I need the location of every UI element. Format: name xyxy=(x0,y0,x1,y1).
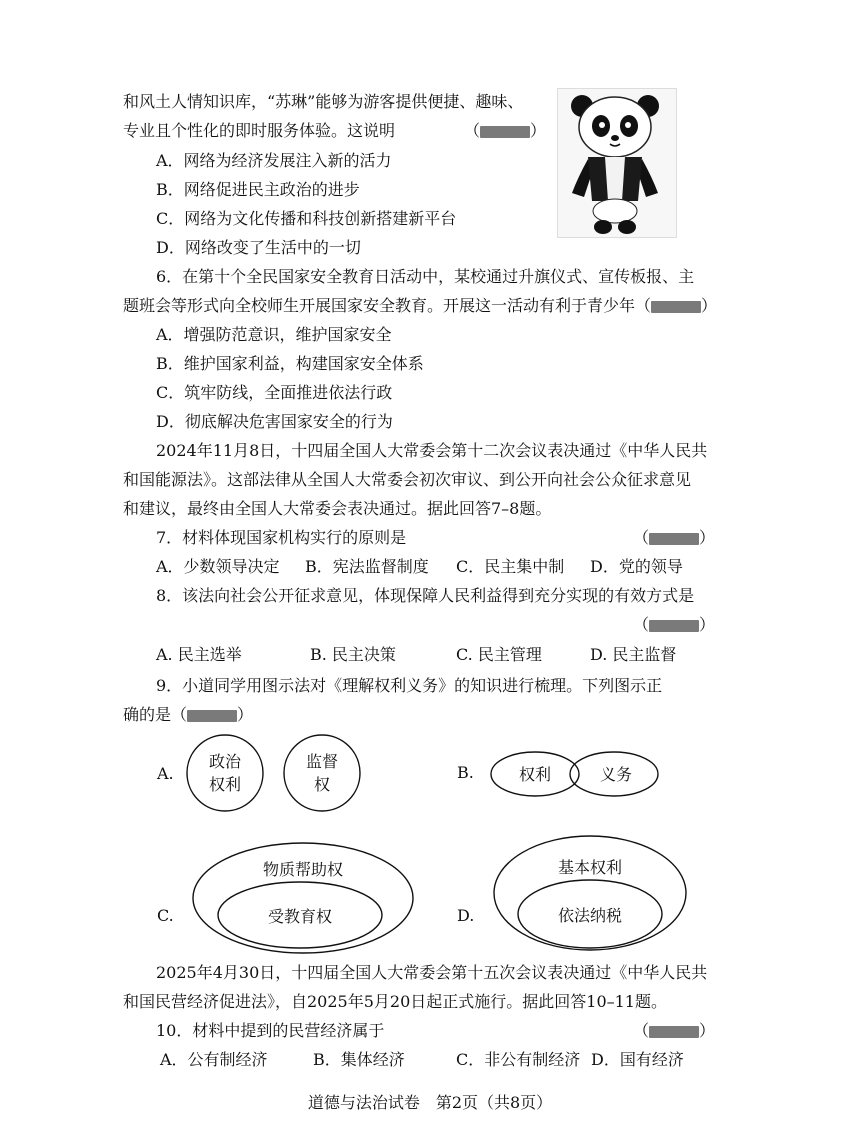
diagram-c-outer-text: 物质帮助权 xyxy=(262,860,343,879)
q5-option-b: B．网络促进民主政治的进步 xyxy=(156,180,360,199)
q8-answer-paren: （ ） xyxy=(633,615,716,634)
diagram-a-left-text-1: 政治 xyxy=(208,752,241,771)
q5-option-d: D．网络改变了生活中的一切 xyxy=(156,238,361,257)
material-7-8-line-2: 和国能源法》。这部法律从全国人大常委会初次审议、到公开向社会公众征求意见 xyxy=(123,470,692,489)
q5-option-c: C．网络为文化传播和科技创新搭建新平台 xyxy=(156,209,457,228)
diagram-d-inner-text: 依法纳税 xyxy=(557,906,622,925)
q6-option-d: D．彻底解决危害国家安全的行为 xyxy=(156,412,393,431)
q10-option-c: C．非公有制经济 xyxy=(456,1050,581,1069)
diagram-a-right-text-1: 监督 xyxy=(305,752,338,771)
q8-option-b: B. 民主决策 xyxy=(310,645,396,664)
q5-line-1: 和风土人情知识库，“苏琳”能够为游客提供便捷、趣味、 xyxy=(123,92,524,111)
diagram-a-left-text-2: 权利 xyxy=(208,775,241,794)
q9-line-2: 确的是（ ） xyxy=(123,705,254,724)
q7-stem: 7．材料体现国家机构实行的原则是 xyxy=(156,528,407,547)
diagram-d-outer-ellipse xyxy=(494,836,686,950)
q10-option-d: D．国有经济 xyxy=(591,1050,684,1069)
diagram-a-circle-right xyxy=(284,735,360,811)
diagram-d-outer-text: 基本权利 xyxy=(557,858,622,877)
q6-option-c: C．筑牢防线，全面推进依法行政 xyxy=(156,383,393,402)
diagram-d-label: D. xyxy=(457,906,475,925)
material-10-11-line-2: 和国民营经济促进法》，自2025年5月20日起正式施行。据此回答10–11题。 xyxy=(123,992,667,1011)
diagram-c-label: C. xyxy=(157,906,174,925)
q7-option-c: C．民主集中制 xyxy=(456,557,565,576)
q8-option-a: A. 民主选举 xyxy=(156,645,242,664)
q10-answer-paren: （ ） xyxy=(633,1021,716,1040)
diagram-b-left-text: 权利 xyxy=(518,765,551,784)
material-10-11-line-1: 2025年4月30日，十四届全国人大常委会第十五次会议表决通过《中华人民共 xyxy=(156,963,708,982)
q5-stem: 专业且个性化的即时服务体验。这说明 xyxy=(123,121,396,140)
diagram-c-inner-text: 受教育权 xyxy=(267,907,332,926)
material-7-8-line-3: 和建议，最终由全国人大常委会表决通过。据此回答7–8题。 xyxy=(123,499,552,518)
page-footer: 道德与法治试卷 第2页（共8页） xyxy=(307,1093,553,1112)
redaction-mark xyxy=(649,1026,699,1038)
q10-option-b: B．集体经济 xyxy=(313,1050,405,1069)
q5-answer-paren: （ ） xyxy=(464,121,547,140)
q7-option-d: D．党的领导 xyxy=(590,557,683,576)
q7-answer-paren: （ ） xyxy=(633,528,716,547)
q5-option-a: A．网络为经济发展注入新的活力 xyxy=(156,151,392,170)
diagram-a-circle-left xyxy=(187,735,263,811)
diagram-b-right-text: 义务 xyxy=(599,765,632,784)
q7-option-b: B．宪法监督制度 xyxy=(305,557,429,576)
q8-option-d: D. 民主监督 xyxy=(590,645,677,664)
q8-stem: 8．该法向社会公开征求意见，体现保障人民利益得到充分实现的有效方式是 xyxy=(156,586,695,605)
diagram-b-label: B. xyxy=(457,763,474,782)
q6-line-2: 题班会等形式向全校师生开展国家安全教育。开展这一活动有利于青少年（ ） xyxy=(123,296,718,315)
q10-option-a: A．公有制经济 xyxy=(160,1050,268,1069)
q9-line-1: 9．小道同学用图示法对《理解权利义务》的知识进行梳理。下列图示正 xyxy=(156,676,663,695)
q8-option-c: C. 民主管理 xyxy=(456,645,542,664)
diagram-a-label: A. xyxy=(157,764,174,783)
q6-line-1: 6．在第十个全民国家安全教育日活动中，某校通过升旗仪式、宣传板报、主 xyxy=(156,267,695,286)
material-7-8-line-1: 2024年11月8日，十四届全国人大常委会第十二次会议表决通过《中华人民共 xyxy=(156,441,708,460)
q10-stem: 10．材料中提到的民营经济属于 xyxy=(156,1021,385,1040)
q6-option-a: A．增强防范意识，维护国家安全 xyxy=(156,325,392,344)
q6-option-b: B．维护国家利益，构建国家安全体系 xyxy=(156,354,424,373)
q7-option-a: A．少数领导决定 xyxy=(156,557,280,576)
diagram-a-right-text-2: 权 xyxy=(313,775,330,794)
